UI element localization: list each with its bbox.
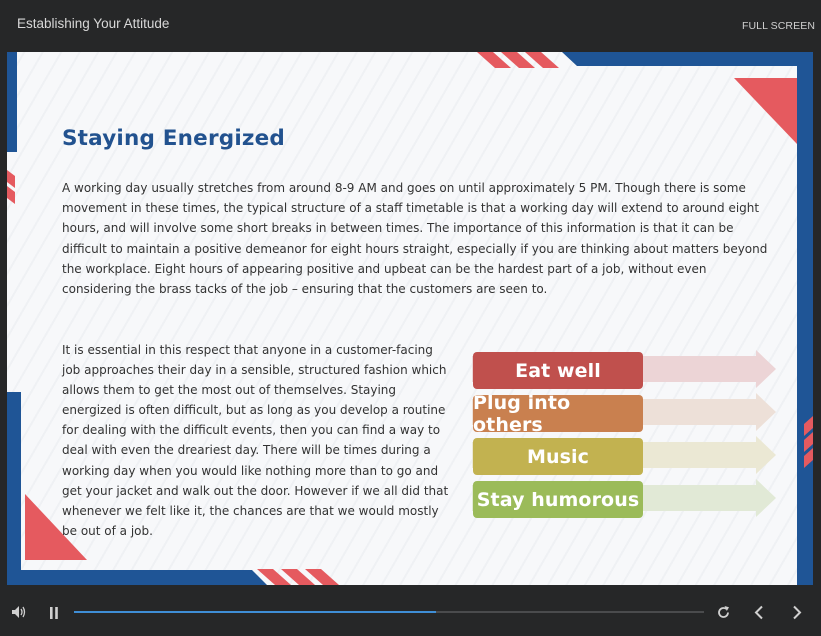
- previous-icon[interactable]: [753, 605, 765, 620]
- volume-icon[interactable]: [11, 605, 27, 619]
- tip-item: [472, 436, 782, 476]
- tips-graphic: [472, 350, 782, 522]
- pause-icon[interactable]: [49, 607, 59, 619]
- tip-item: [472, 350, 782, 390]
- course-title: Establishing Your Attitude: [17, 16, 170, 31]
- body-paragraph-2: It is essential in this respect that anyone in a customer-facing job approaches their day in a sensible, structured fashion which allows them to get the most out of themselves. Staying energized is often difficult, but as long as you develop a routine for dealing with the difficult events, then you can find a way to deal with even the dreariest day. There will be times during a working day when you would like nothing more than to go and get your jacket and walk out the door. However if we all did that whenever we felt like it, the chances are that we would mostly be out of a job.: [62, 343, 449, 538]
- tip-label: Stay humorous: [473, 481, 643, 518]
- body-paragraph-1: A working day usually stretches from around 8-9 AM and goes on until approximately 5 PM. Though there is some movement in these times, the typical structure of a staff timetable is that a working day will extend to around eight hours, and will involve some short breaks in between times. The importance of this information is that it can be difficult to maintain a positive demeanor for eight hours straight, especially if you are thinking about matters beyond the workplace. Eight hours of appearing positive and upbeat can be the hardest part of a job, without even considering the brass tacks of the job – ensuring that the customers are seen to.: [62, 181, 768, 297]
- progress-fill: [74, 611, 436, 613]
- replay-icon[interactable]: [716, 605, 731, 620]
- progress-bar[interactable]: [74, 611, 704, 613]
- next-icon[interactable]: [791, 605, 803, 620]
- player-controls: [0, 585, 821, 636]
- tip-item: [472, 479, 782, 519]
- fullscreen-button[interactable]: FULL SCREEN: [741, 20, 815, 32]
- tip-item: [472, 391, 782, 436]
- tip-label: Eat well: [473, 352, 643, 389]
- slide-title: Staying Energized: [62, 126, 285, 151]
- tip-label: Plug into others: [473, 395, 643, 432]
- player-header: [0, 0, 821, 52]
- slide: [7, 52, 813, 585]
- tip-label: Music: [473, 438, 643, 475]
